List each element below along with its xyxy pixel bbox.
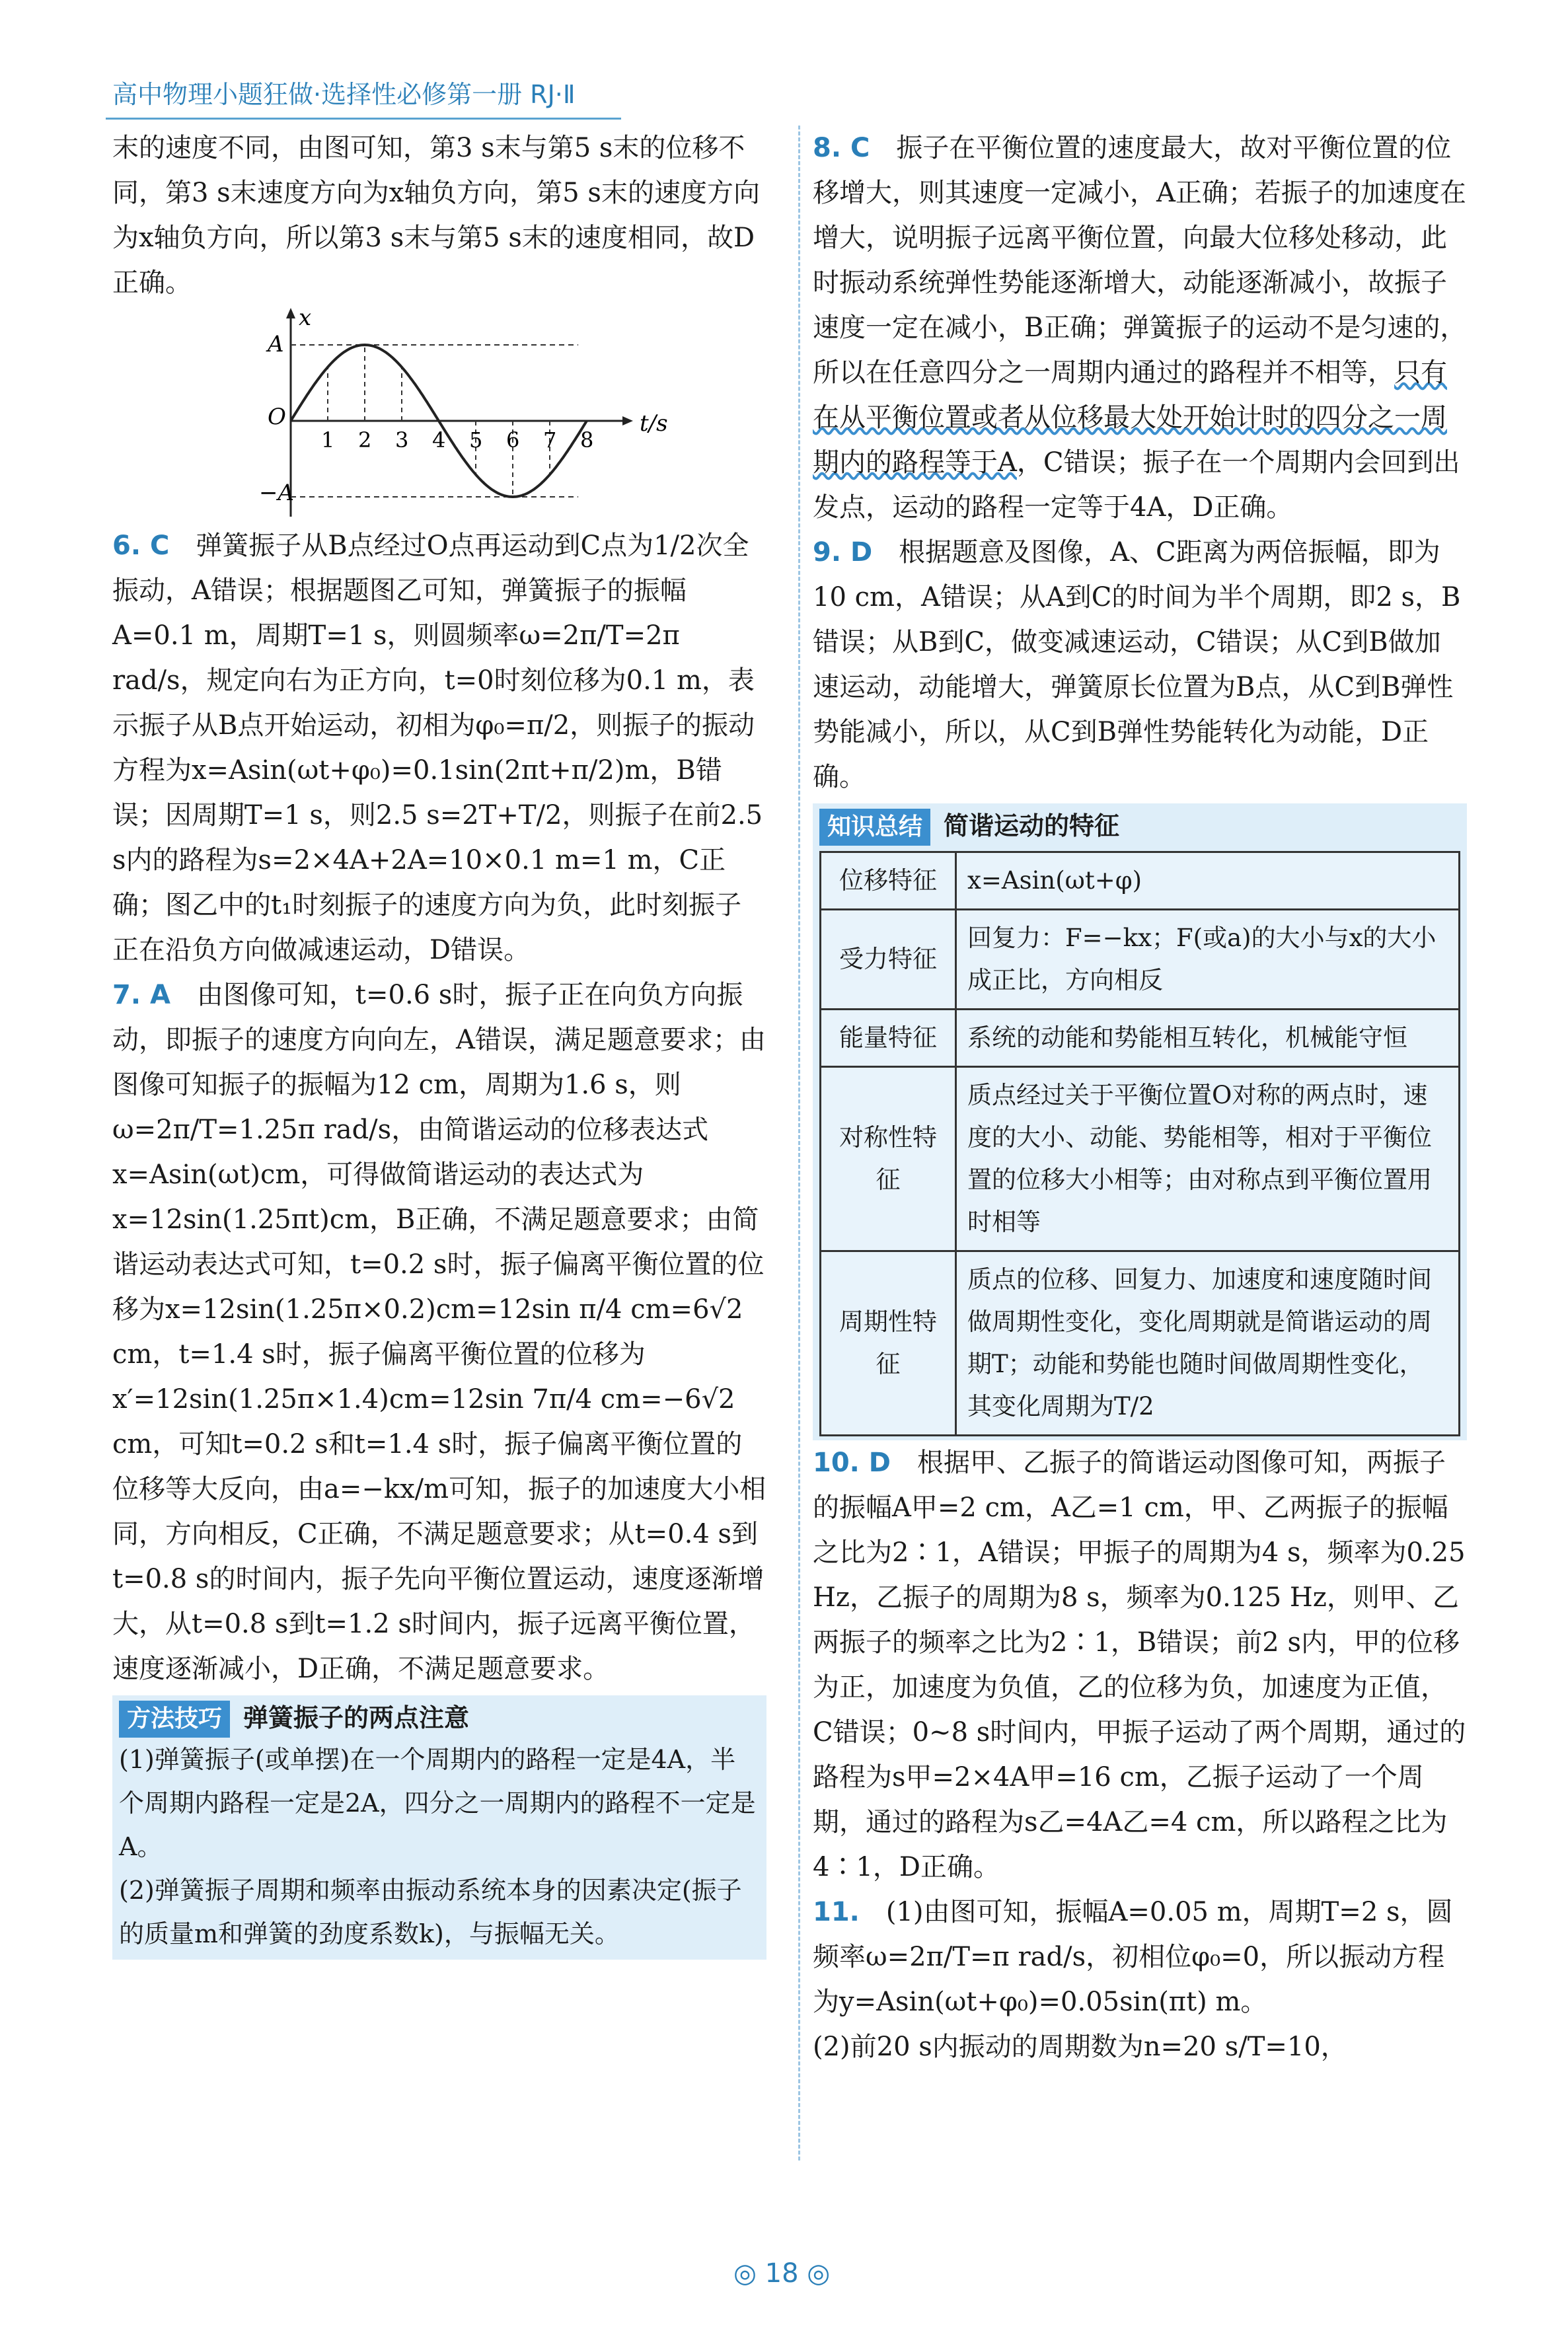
row-value: 质点经过关于平衡位置O对称的两点时，速度的大小、动能、势能相等，相对于平衡位置的位移大小相等；由对称点到平衡位置用时相等 xyxy=(956,1067,1460,1251)
answer-7 xyxy=(112,973,766,1691)
tick-label: 3 xyxy=(395,427,409,453)
answer-11-part1: (1)由图可知，振幅A=0.05 m，周期T=2 s，圆频率ω=2π/T=π rad/s，初相位φ₀=0，所以振动方程为y=Asin(ωt+φ₀)=0.05sin(πt) m。 xyxy=(813,1897,1453,2017)
tick-label: 5 xyxy=(469,427,483,453)
sine-graph xyxy=(112,305,766,523)
page-number-value: 18 xyxy=(765,2258,799,2289)
q5-continuation: 末的速度不同，由图可知，第3 s末与第5 s末的位移不同，第3 s末速度方向为x轴负方向，第5 s末的速度方向为x轴负方向，所以第3 s末与第5 s末的速度相同，故D正确。 xyxy=(112,133,760,298)
table-row xyxy=(821,1251,1460,1436)
answer-6 xyxy=(112,523,766,973)
answer-8-number: 8. C xyxy=(813,133,870,163)
left-column xyxy=(112,126,766,1960)
summary-title: 简谐运动的特征 xyxy=(944,811,1120,840)
answer-7-number: 7. A xyxy=(112,980,170,1010)
neg-amp-label: −A xyxy=(259,480,295,506)
method-tip-2: (2)弹簧振子周期和频率由振动系统本身的因素决定(振子的质量m和弹簧的劲度系数k)，与振幅无关。 xyxy=(119,1876,742,1948)
x-axis-label: t/s xyxy=(640,410,668,437)
answer-8-text-a: 振子在平衡位置的速度最大，故对平衡位置的位移增大，则其速度一定减小，A正确；若振子的加速度在增大，说明振子远离平衡位置，向最大位移处移动，此时振动系统弹性势能逐渐增大，动能逐渐减小，故振子速度一定在减小，B正确；弹簧振子的运动不是匀速的，所以在任意四分之一周期内通过的路程并不相等， xyxy=(813,133,1467,388)
method-tip-box xyxy=(112,1695,766,1960)
method-tip-1: (1)弹簧振子(或单摆)在一个周期内的路程一定是4A，半个周期内路程一定是2A，四分之一周期内的路程不一定是A。 xyxy=(119,1745,756,1861)
origin-label: O xyxy=(268,404,286,430)
tick-label: 8 xyxy=(580,427,594,453)
method-tip-title: 弹簧振子的两点注意 xyxy=(243,1703,470,1732)
row-value: x=Asin(ωt+φ) xyxy=(956,852,1460,910)
answer-10-text: 根据甲、乙振子的简谐运动图像可知，两振子的振幅A甲=2 cm，A乙=1 cm，甲、乙两振子的振幅之比为2∶1，A错误；甲振子的周期为4 s，频率为0.25 Hz，乙振子的周期为8 s，频率为0.125 Hz，则甲、乙两振子的频率之比为2∶1，B错误；前2 s内，甲的位移为正，加速度为负值，乙的位移为负，加速度为正值，C错误；0~8 s时间内，甲振子运动了两个周期，通过的路程为s甲=2×4A甲=16 cm，乙振子运动了一个周期，通过的路程为s乙=4A乙=4 cm，所以路程之比为4∶1，D正确。 xyxy=(813,1448,1466,1882)
answer-11-number: 11. xyxy=(813,1897,860,1927)
answer-10-number: 10. D xyxy=(813,1448,891,1478)
answer-11-part2: (2)前20 s内振动的周期数为n=20 s/T=10， xyxy=(813,2032,1347,2062)
table-row xyxy=(821,1067,1460,1251)
row-key: 能量特征 xyxy=(821,1010,956,1067)
row-key: 位移特征 xyxy=(821,852,956,910)
answer-8 xyxy=(813,126,1467,530)
page-number: ◎ 18 ◎ xyxy=(733,2258,831,2289)
tick-label: 7 xyxy=(543,427,557,453)
tick-label: 2 xyxy=(358,427,372,453)
right-column xyxy=(813,126,1467,2069)
answer-7-text: 由图像可知，t=0.6 s时，振子正在向负方向振动，即振子的速度方向向左，A错误，满足题意要求；由图像可知振子的振幅为12 cm，周期为1.6 s，则ω=2π/T=1.25π rad/s，由简谐运动的位移表达式x=Asin(ωt)cm，可得做简谐运动的表达式为x=12sin(1.25πt)cm，B正确，不满足题意要求；由简谐运动表达式可知，t=0.2 s时，振子偏离平衡位置的位移为x=12sin(1.25π×0.2)cm=12sin π/4 cm=6√2 cm，t=1.4 s时，振子偏离平衡位置的位移为x′=12sin(1.25π×1.4)cm=12sin 7π/4 cm=−6√2 cm，可知t=0.2 s和t=1.4 s时，振子偏离平衡位置的位移等大反向，由a=−kx/m可知，振子的加速度大小相同，方向相反，C正确，不满足题意要求；从t=0.4 s到t=0.8 s的时间内，振子先向平衡位置运动，速度逐渐增大，从t=0.8 s到t=1.2 s时间内，振子远离平衡位置，速度逐渐减小，D正确，不满足题意要求。 xyxy=(112,980,766,1684)
answer-8-text-b: ，C错误；振子在一个周期内会回到出发点，运动的路程一定等于4A，D正确。 xyxy=(813,447,1460,523)
row-key: 对称性特征 xyxy=(821,1067,956,1251)
row-key: 受力特征 xyxy=(821,910,956,1010)
tick-label: 1 xyxy=(321,427,335,453)
column-divider xyxy=(798,126,800,2160)
answer-8-wavy-highlight: 只有在从平衡位置或者从位移最大处开始计时的四分之一周期内的路程等于A xyxy=(813,357,1447,478)
answer-6-number: 6. C xyxy=(112,531,170,561)
row-value: 系统的动能和势能相互转化，机械能守恒 xyxy=(956,1010,1460,1067)
table-row xyxy=(821,910,1460,1010)
answer-6-text: 弹簧振子从B点经过O点再运动到C点为1/2次全振动，A错误；根据题图乙可知，弹簧振子的振幅A=0.1 m，周期T=1 s，则圆频率ω=2π/T=2π rad/s，规定向右为正方向，t=0时刻位移为0.1 m，表示振子从B点开始运动，初相为φ₀=π/2，则振子的振动方程为x=Asin(ωt+φ₀)=0.1sin(2πt+π/2)m，B错误；因周期T=1 s，则2.5 s=2T+T/2，则振子在前2.5 s内的路程为s=2×4A+2A=10×0.1 m=1 m，C正确；图乙中的t₁时刻振子的速度方向为负，此时刻振子正在沿负方向做减速运动，D错误。 xyxy=(112,531,763,965)
row-value: 回复力：F=−kx；F(或a)的大小与x的大小成正比，方向相反 xyxy=(956,910,1460,1010)
table-row xyxy=(821,1010,1460,1067)
row-value: 质点的位移、回复力、加速度和速度随时间做周期性变化，变化周期就是简谐运动的周期T；动能和势能也随时间做周期性变化，其变化周期为T/2 xyxy=(956,1251,1460,1436)
answer-9-number: 9. D xyxy=(813,537,873,568)
summary-tag: 知识总结 xyxy=(819,809,930,846)
tick-label: 6 xyxy=(506,427,520,453)
answer-10 xyxy=(813,1440,1467,1890)
y-axis-arrow xyxy=(286,308,295,318)
tick-label: 4 xyxy=(432,427,446,453)
answer-9 xyxy=(813,530,1467,799)
table-row xyxy=(821,852,1460,910)
x-axis-arrow xyxy=(622,416,633,425)
answer-9-text: 根据题意及图像，A、C距离为两倍振幅，即为10 cm，A错误；从A到C的时间为半个周期，即2 s，B错误；从B到C，做变减速运动，C错误；从C到B做加速运动，动能增大，弹簧原长位置为B点，从C到B弹性势能减小，所以，从C到B弹性势能转化为动能，D正确。 xyxy=(813,537,1461,792)
running-header: 高中物理小题狂做·选择性必修第一册 RJ·Ⅱ xyxy=(112,80,576,109)
amp-label: A xyxy=(268,331,284,357)
sine-graph-svg xyxy=(112,305,766,523)
row-key: 周期性特征 xyxy=(821,1251,956,1436)
method-tip-tag: 方法技巧 xyxy=(119,1701,230,1738)
header-rule xyxy=(106,118,621,120)
answer-11 xyxy=(813,1890,1467,2024)
summary-table xyxy=(819,851,1460,1436)
summary-box xyxy=(813,803,1467,1440)
y-axis-label: x xyxy=(299,305,312,331)
